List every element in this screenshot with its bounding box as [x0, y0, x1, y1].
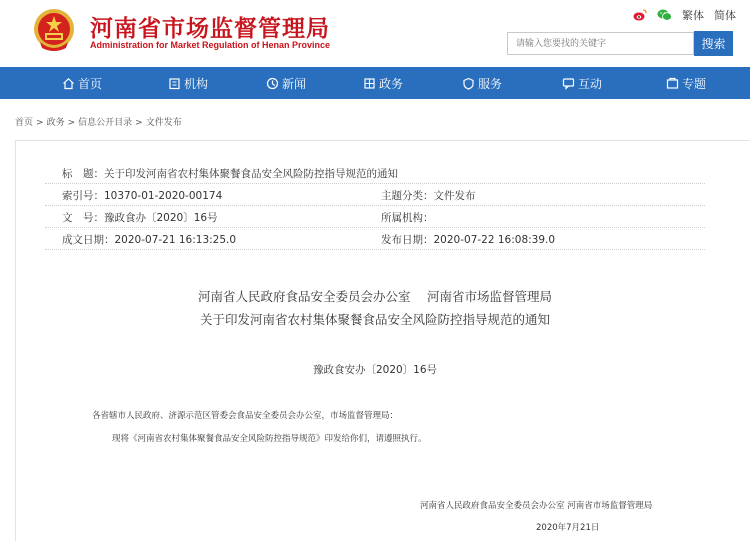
meta-index: 索引号：10370-01-2020-00174 [62, 190, 223, 202]
doc-signature: 河南省人民政府食品安全委员会办公室 河南省市场监督管理局 [420, 501, 653, 511]
nav-item-news[interactable] [266, 67, 306, 99]
gov-icon [363, 77, 376, 90]
meta-row-docno [45, 206, 705, 228]
meta-published-date: 发布日期：2020-07-22 16:08:39.0 [381, 234, 556, 246]
simplified-chinese-link[interactable]: 简体 [714, 9, 736, 22]
breadcrumb-separator: > [135, 118, 143, 128]
breadcrumb-separator: > [67, 118, 76, 128]
search-button[interactable]: 搜索 [694, 31, 733, 56]
weibo-icon[interactable] [633, 9, 647, 21]
meta-docno: 文 号：豫政食办〔2020〕16号 [62, 212, 218, 224]
breadcrumb-catalog[interactable]: 信息公开目录 [78, 118, 133, 128]
topic-icon [666, 77, 679, 90]
nav-item-government[interactable] [363, 67, 403, 99]
breadcrumb-government[interactable]: 政务 [46, 118, 65, 128]
doc-number: 豫政食安办〔2020〕16号 [312, 364, 438, 376]
site-subtitle: Administration for Market Regulation of Henan Province [90, 40, 331, 50]
nav-label: 政务 [379, 76, 404, 91]
meta-created-date: 成文日期：2020-07-21 16:13:25.0 [62, 234, 237, 246]
nav-item-service[interactable] [462, 67, 502, 99]
home-icon [62, 77, 75, 90]
doc-body-paragraph: 现将《河南省农村集体聚餐食品安全风险防控指导规范》印发给你们，请遵照执行。 [112, 434, 427, 444]
breadcrumb [15, 115, 182, 128]
nav-label: 专题 [682, 76, 707, 91]
traditional-chinese-link[interactable]: 繁体 [682, 9, 704, 22]
nav-label: 互动 [578, 76, 603, 91]
nav-label: 服务 [478, 76, 503, 91]
meta-title: 标 题：关于印发河南省农村集体聚餐食品安全风险防控指导规范的通知 [62, 168, 398, 180]
site-header [0, 0, 750, 66]
doc-issuer: 河南省人民政府食品安全委员会办公室 河南省市场监督管理局 [198, 289, 552, 304]
nav-label: 新闻 [282, 76, 307, 91]
breadcrumb-separator: > [36, 118, 44, 128]
nav-item-topics[interactable] [666, 67, 706, 99]
main-nav [0, 67, 750, 99]
building-icon [168, 77, 181, 90]
breadcrumb-file-release[interactable]: 文件发布 [145, 118, 182, 128]
doc-date: 2020年7月21日 [536, 523, 600, 533]
top-links [633, 7, 736, 23]
search-input[interactable] [507, 32, 694, 55]
meta-row-index [45, 184, 705, 206]
doc-addressee: 各省辖市人民政府、济源示范区管委会食品安全委员会办公室，市场监督管理局： [92, 411, 399, 421]
service-icon [462, 77, 475, 90]
meta-row-title [45, 162, 705, 184]
meta-row-dates [45, 228, 705, 250]
national-emblem-icon [32, 8, 76, 54]
chat-icon [562, 77, 575, 90]
nav-label: 机构 [184, 76, 209, 91]
breadcrumb-home[interactable]: 首页 [15, 118, 34, 128]
meta-agency: 所属机构： [381, 212, 434, 224]
nav-label: 首页 [78, 76, 103, 91]
nav-item-home[interactable] [62, 67, 102, 99]
meta-category: 主题分类：文件发布 [381, 190, 476, 202]
doc-title: 关于印发河南省农村集体聚餐食品安全风险防控指导规范的通知 [199, 312, 550, 327]
site-title[interactable]: 河南省市场监督管理局 [90, 16, 330, 42]
nav-item-institution[interactable] [168, 67, 208, 99]
wechat-icon[interactable] [657, 9, 672, 21]
nav-item-interaction[interactable] [562, 67, 602, 99]
news-icon [266, 77, 279, 90]
